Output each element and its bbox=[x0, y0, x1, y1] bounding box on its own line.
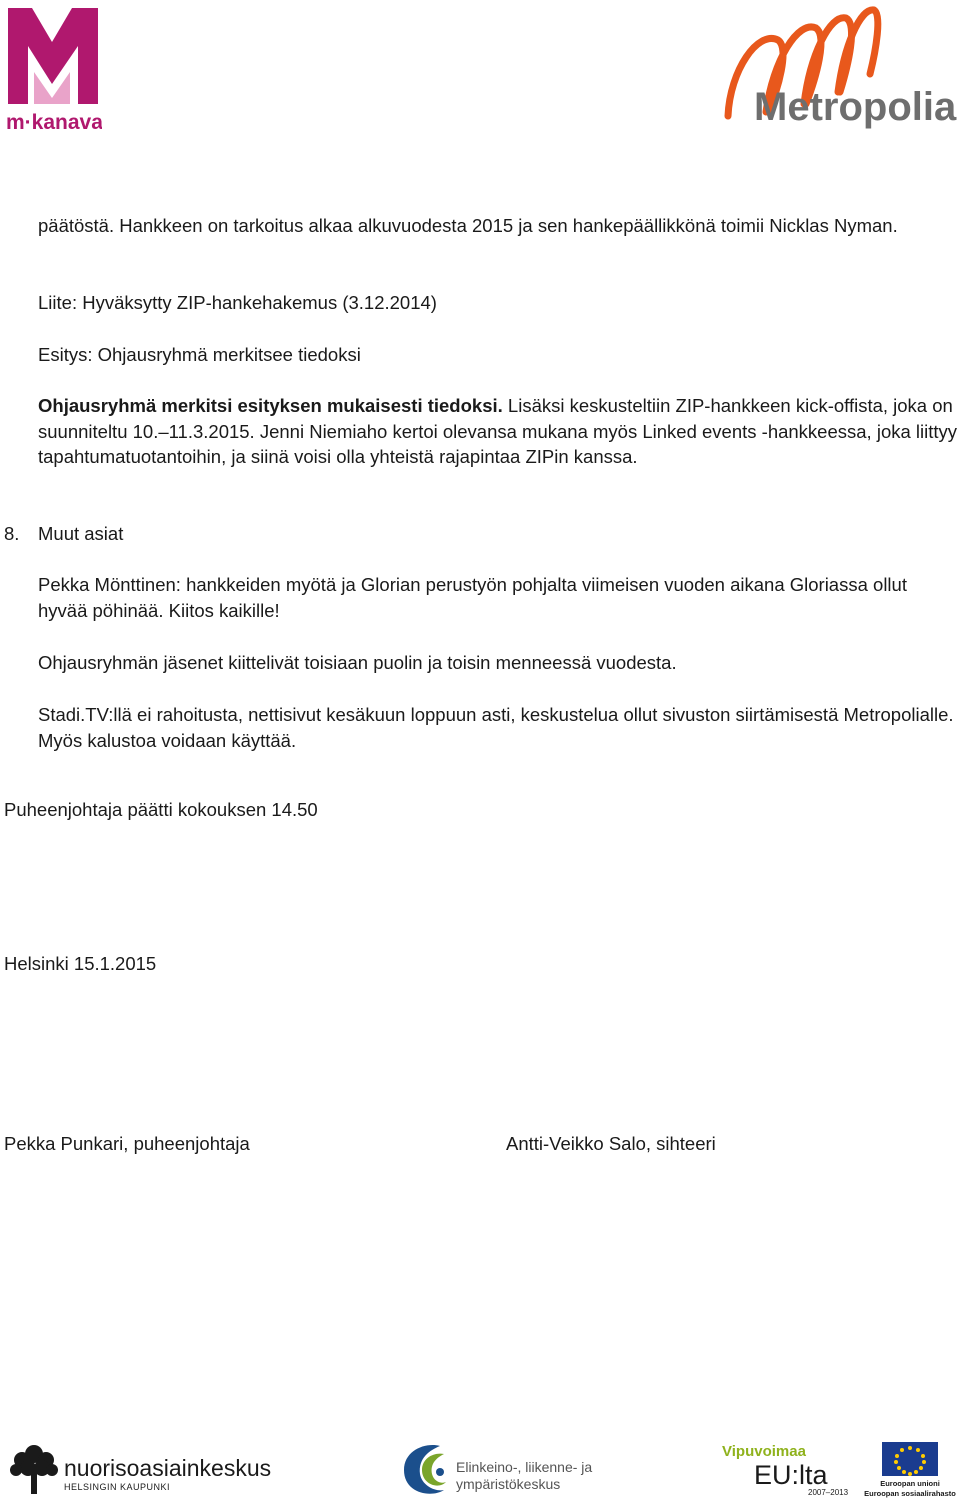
vipuvoimaa-eu-logo bbox=[720, 1440, 852, 1498]
other-matters-paragraph-1: Pekka Mönttinen: hankkeiden myötä ja Glorian perustyön pohjalta viimeisen vuoden aikana Gloriassa ollut hyvää pöhinää. Kiitos kaikille! bbox=[38, 574, 907, 621]
svg-text:Euroopan unioni: Euroopan unioni bbox=[880, 1479, 940, 1488]
attachment-line: Liite: Hyväksytty ZIP-hankehakemus (3.12.2014) bbox=[38, 292, 437, 313]
svg-text:ympäristökeskus: ympäristökeskus bbox=[456, 1476, 561, 1492]
mkanava-logo bbox=[4, 2, 102, 132]
eu-esr-logo bbox=[860, 1440, 960, 1498]
svg-text:Euroopan sosiaalirahasto: Euroopan sosiaalirahasto bbox=[864, 1489, 956, 1498]
ely-emblem-icon bbox=[404, 1445, 446, 1494]
other-matters-paragraph-3: Stadi.TV:llä ei rahoitusta, nettisivut kesäkuun loppuun asti, keskustelua ollut sivuston siirtämisestä Metropolialle. Myös kalustoa voidaan käyttää. bbox=[38, 704, 954, 751]
svg-text:EU:lta: EU:lta bbox=[754, 1460, 828, 1490]
signature-secretary: Antti-Veikko Salo, sihteeri bbox=[506, 1133, 716, 1154]
svg-text:2007–2013: 2007–2013 bbox=[808, 1488, 849, 1497]
section-title: Muut asiat bbox=[38, 523, 124, 544]
tree-icon bbox=[10, 1445, 58, 1494]
section-heading bbox=[4, 521, 19, 547]
ely-keskus-logo bbox=[396, 1440, 606, 1498]
nuorisoasiainkeskus-logo bbox=[6, 1440, 278, 1498]
paragraph-decision-context: päätöstä. Hankkeen on tarkoitus alkaa alkuvuodesta 2015 ja sen hankepäällikkönä toimii Nicklas Nyman. bbox=[38, 215, 898, 236]
signature-chair: Pekka Punkari, puheenjohtaja bbox=[4, 1133, 250, 1154]
metropolia-logo bbox=[718, 0, 960, 132]
decision-bold-text: Ohjausryhmä merkitsi esityksen mukaisesti tiedoksi. bbox=[38, 395, 503, 416]
section-number: 8. bbox=[4, 523, 20, 544]
svg-text:HELSINGIN KAUPUNKI: HELSINGIN KAUPUNKI bbox=[64, 1482, 171, 1492]
svg-text:Vipuvoimaa: Vipuvoimaa bbox=[722, 1443, 806, 1460]
svg-text:Metropolia: Metropolia bbox=[754, 85, 957, 129]
other-matters-paragraph-2: Ohjausryhmän jäsenet kiittelivät toisiaan puolin ja toisin menneessä vuodesta. bbox=[38, 652, 677, 673]
closing-line: Puheenjohtaja päätti kokouksen 14.50 bbox=[4, 799, 318, 820]
svg-text:m·kanava: m·kanava bbox=[6, 111, 102, 132]
svg-text:Elinkeino-, liikenne- ja: Elinkeino-, liikenne- ja bbox=[456, 1459, 593, 1475]
decision-paragraph bbox=[38, 393, 958, 470]
place-date: Helsinki 15.1.2015 bbox=[4, 953, 157, 974]
decision-rest-text: Lisäksi keskusteltiin ZIP-hankkeen kick-offista, joka on suunniteltu 10.–11.3.2015. Jenni Niemiaho kertoi olevansa mukana myös Linked events -hankkeessa, joka liittyy tapahtumatuotantoihin, ja siinä voisi olla yhteistä rajapintaa ZIPin kanssa. bbox=[38, 395, 958, 467]
svg-text:nuorisoasiainkeskus: nuorisoasiainkeskus bbox=[64, 1455, 272, 1481]
proposal-line: Esitys: Ohjausryhmä merkitsee tiedoksi bbox=[38, 344, 361, 365]
